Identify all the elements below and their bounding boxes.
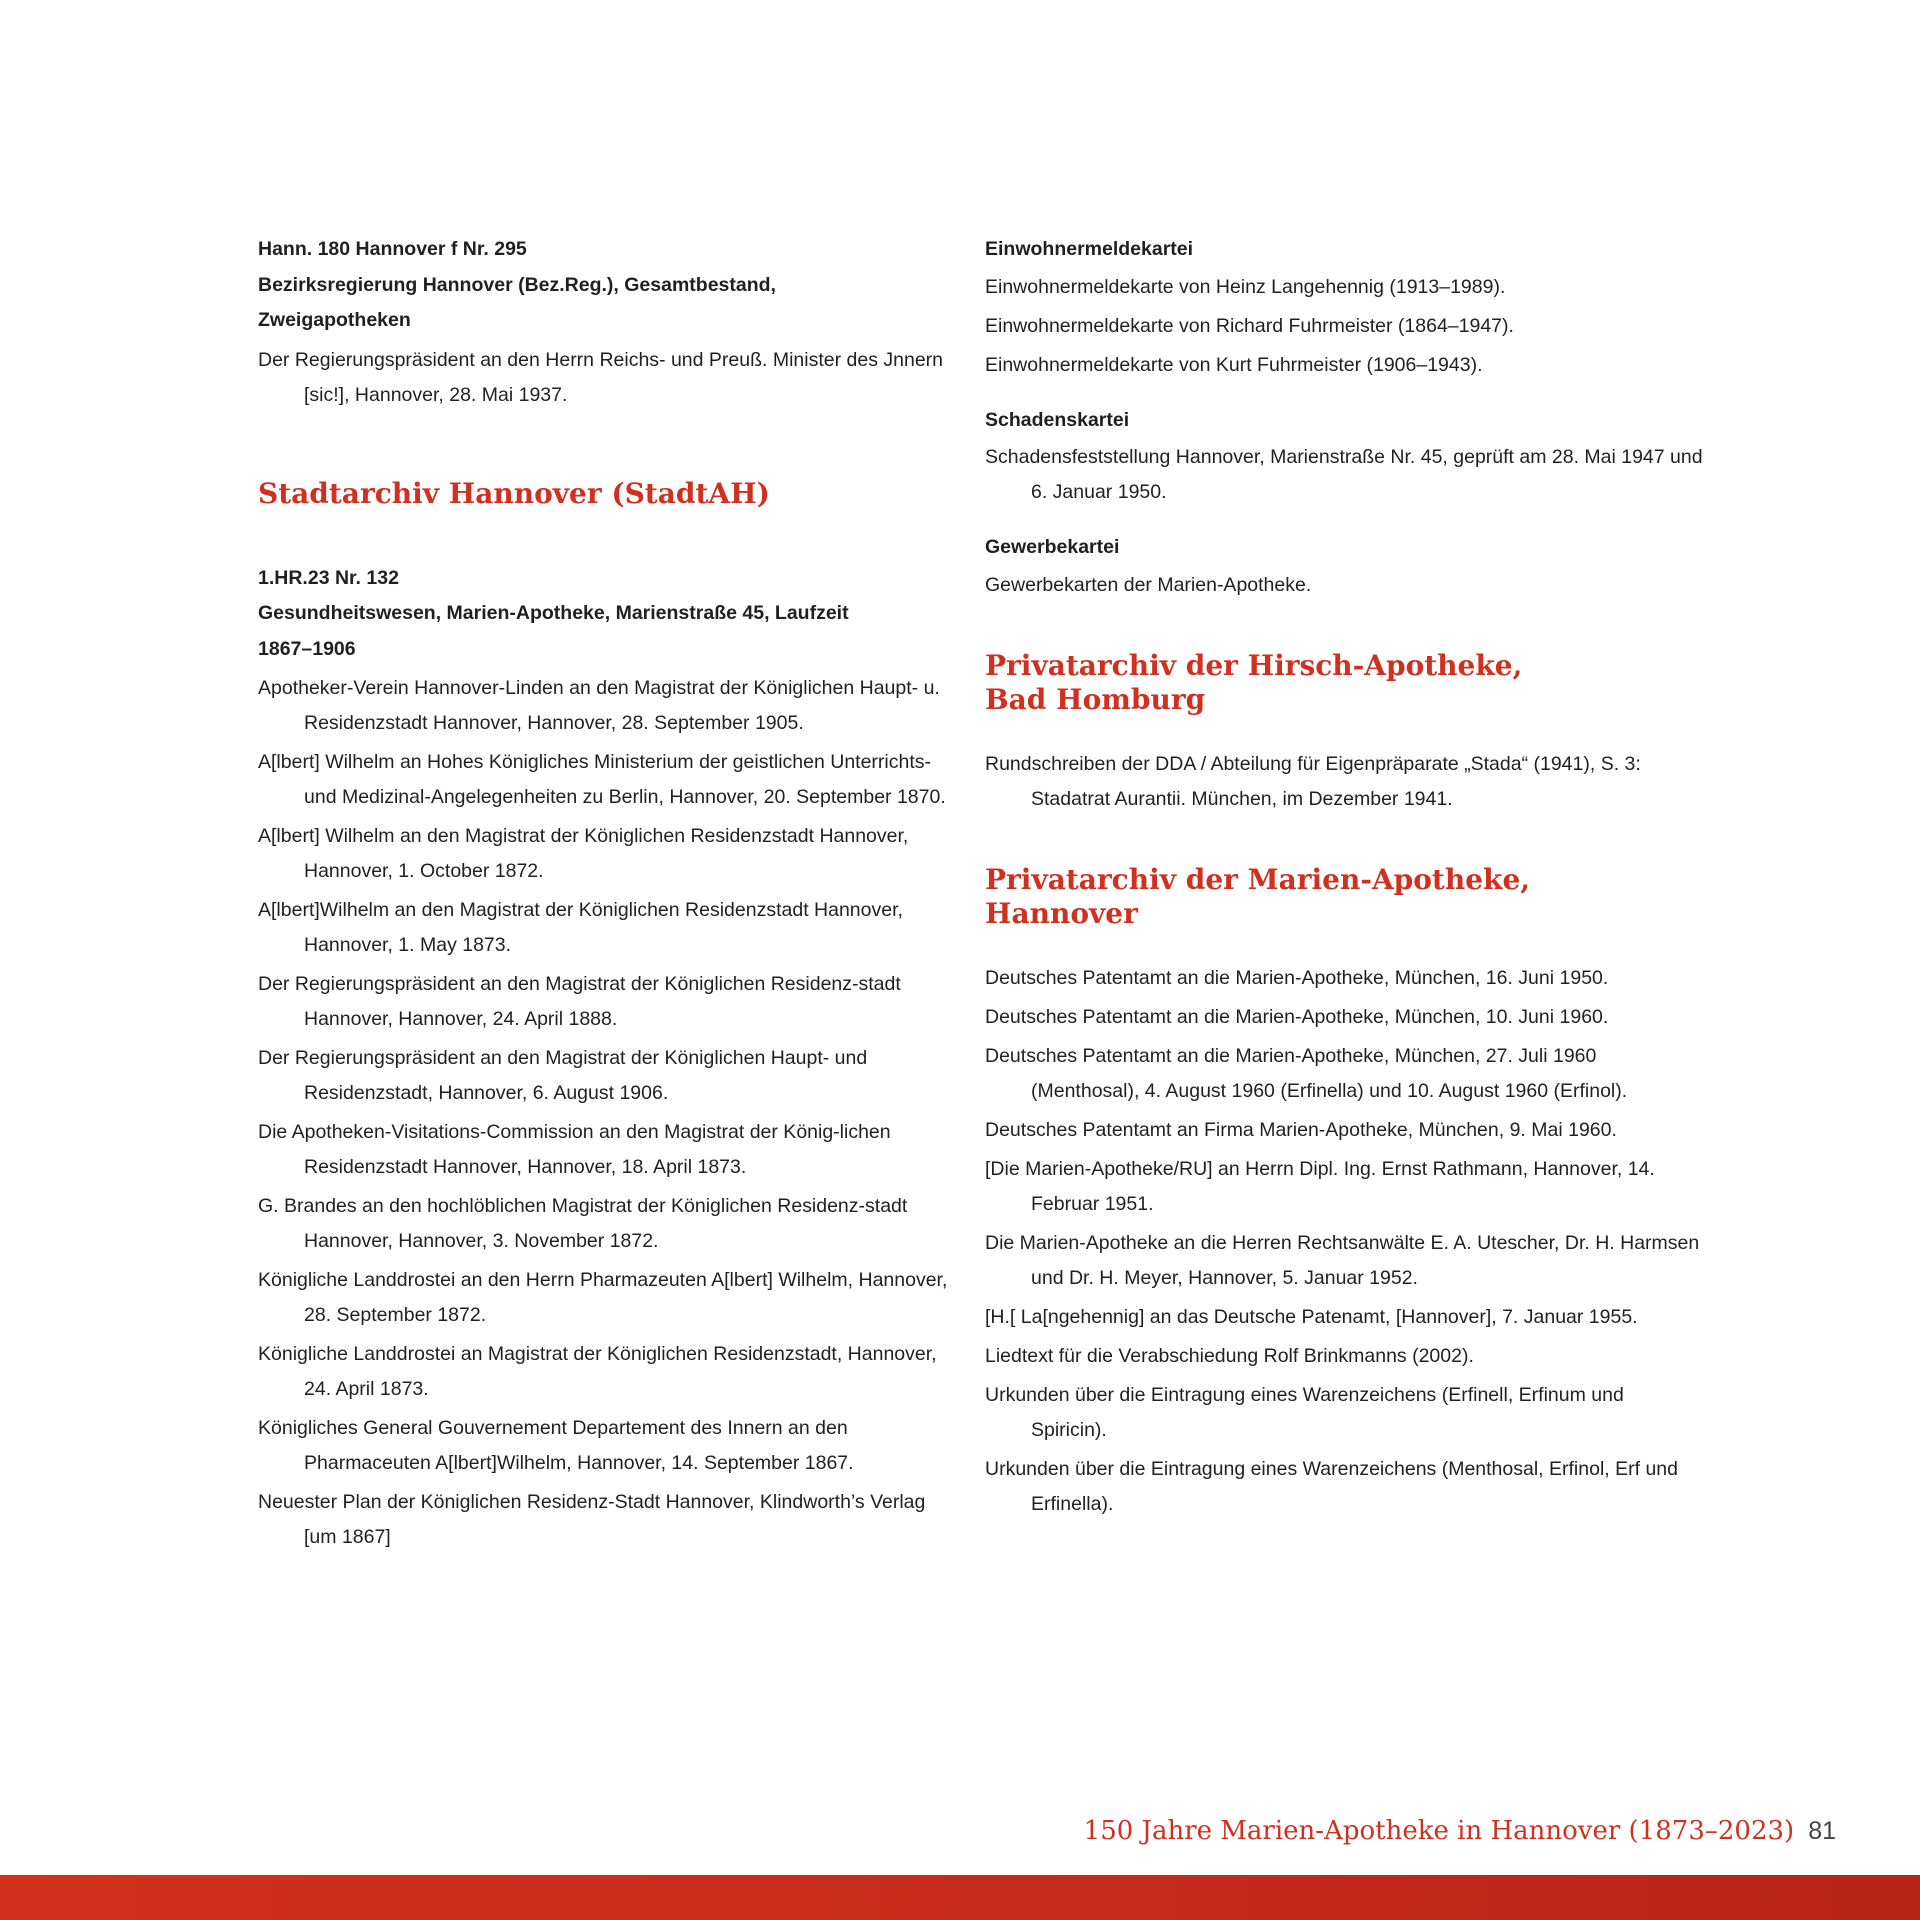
source-entry: Die Marien-Apotheke an die Herren Rechtsanwälte E. A. Utescher, Dr. H. Harmsen und Dr. H. Meyer, Hannover, 5. Januar 1952. [985, 1231, 1700, 1289]
section-title-hirsch-line: Privatarchiv der Hirsch-Apotheke, [985, 648, 1523, 682]
block-heading: Einwohnermeldekartei [985, 238, 1194, 260]
archive-block-hann180 [258, 232, 958, 413]
source-entry: Deutsches Patentamt an die Marien-Apotheke, München, 10. Juni 1960. [985, 1005, 1609, 1028]
archive-block-1hr23 [258, 561, 958, 1556]
footer-color-bar [0, 1875, 1920, 1920]
source-entry: [H.[ La[ngehennig] an das Deutsche Patenamt, [Hannover], 7. Januar 1955. [985, 1305, 1638, 1328]
source-entry: Der Regierungspräsident an den Magistrat der Königlichen Residenz-stadt Hannover, Hannover, 24. April 1888. [258, 973, 901, 1030]
block-heading-line: Bezirksregierung Hannover (Bez.Reg.), Gesamtbestand, [258, 273, 776, 296]
block-heading: Gewerbekartei [985, 536, 1120, 558]
source-entry: G. Brandes an den hochlöblichen Magistrat der Königlichen Residenz-stadt Hannover, Hannover, 3. November 1872. [258, 1195, 908, 1252]
source-entry: Einwohnermeldekarte von Kurt Fuhrmeister (1906–1943). [985, 353, 1483, 376]
source-entry: Urkunden über die Eintragung eines Warenzeichens (Menthosal, Erfinol, Erf und Erfinella). [985, 1457, 1678, 1515]
source-entry: Königliche Landdrostei an den Herrn Pharmazeuten A[lbert] Wilhelm, Hannover, 28. September 1872. [258, 1269, 948, 1326]
block-heading-line: Hann. 180 Hannover f Nr. 295 [258, 238, 527, 260]
block-heading-line: 1.HR.23 Nr. 132 [258, 566, 399, 589]
source-entry: Schadensfeststellung Hannover, Marienstraße Nr. 45, geprüft am 28. Mai 1947 und 6. Januar 1950. [985, 446, 1703, 503]
left-column [258, 232, 958, 1559]
archive-block-schaden [985, 403, 1705, 511]
section-title-stadtarchiv: Stadtarchiv Hannover (StadtAH) [258, 476, 770, 510]
source-entry: Deutsches Patentamt an die Marien-Apotheke, München, 27. Juli 1960 (Menthosal), 4. August 1960 (Erfinella) und 10. August 1960 (Erfinol). [985, 1044, 1628, 1102]
block-heading-line: Zweigapotheken [258, 309, 411, 331]
archive-block-gewerbe [985, 530, 1705, 603]
source-entry: Einwohnermeldekarte von Heinz Langehennig (1913–1989). [985, 275, 1506, 298]
source-entry: Die Apotheken-Visitations-Commission an den Magistrat der König-lichen Residenzstadt Hannover, Hannover, 18. April 1873. [258, 1121, 891, 1178]
source-entry: Deutsches Patentamt an Firma Marien-Apotheke, München, 9. Mai 1960. [985, 1118, 1617, 1141]
page-number: 81 [1808, 1817, 1836, 1845]
source-entry: A[lbert]Wilhelm an den Magistrat der Königlichen Residenzstadt Hannover, Hannover, 1. May 1873. [258, 899, 903, 956]
footer-title: 150 Jahre Marien-Apotheke in Hannover (1873–2023) [1083, 1816, 1795, 1846]
source-entry: Deutsches Patentamt an die Marien-Apotheke, München, 16. Juni 1950. [985, 966, 1609, 989]
right-column [985, 232, 1705, 1526]
archive-block-marien [985, 863, 1705, 1522]
source-entry: Der Regierungspräsident an den Magistrat der Königlichen Haupt- und Residenzstadt, Hannover, 6. August 1906. [258, 1047, 868, 1104]
source-entry: Königliches General Gouvernement Departement des Innern an den Pharmaceuten A[lbert]Wilhelm, Hannover, 14. September 1867. [258, 1417, 854, 1474]
source-entry: [Die Marien-Apotheke/RU] an Herrn Dipl. Ing. Ernst Rathmann, Hannover, 14. Februar 1951. [985, 1157, 1655, 1215]
source-entry: A[lbert] Wilhelm an Hohes Königliches Ministerium der geistlichen Unterrichts- und Medizinal-Angelegenheiten zu Berlin, Hannover, 20. September 1870. [258, 751, 946, 808]
source-entry: Apotheker-Verein Hannover-Linden an den Magistrat der Königlichen Haupt- u. Residenzstadt Hannover, Hannover, 28. September 1905. [258, 677, 940, 734]
section-title-hirsch-line: Bad Homburg [985, 682, 1206, 716]
source-entry: Der Regierungspräsident an den Herrn Reichs- und Preuß. Minister des Jnnern [sic!], Hannover, 28. Mai 1937. [258, 348, 944, 406]
section-title-marien-line: Privatarchiv der Marien-Apotheke, [985, 862, 1531, 896]
block-heading-line: Gesundheitswesen, Marien-Apotheke, Marienstraße 45, Laufzeit [258, 602, 849, 624]
source-entry: Liedtext für die Verabschiedung Rolf Brinkmanns (2002). [985, 1344, 1474, 1367]
source-entry: Rundschreiben der DDA / Abteilung für Eigenpräparate „Stada“ (1941), S. 3: Stadatrat Aurantii. München, im Dezember 1941. [985, 752, 1641, 810]
block-heading-line: 1867–1906 [258, 637, 356, 660]
archive-block-hirsch [985, 649, 1705, 817]
running-footer [1084, 1814, 1836, 1848]
archive-block-einwohner [985, 232, 1705, 383]
block-heading: Schadenskartei [985, 408, 1130, 431]
source-entry: A[lbert] Wilhelm an den Magistrat der Königlichen Residenzstadt Hannover, Hannover, 1. October 1872. [258, 825, 909, 882]
source-entry: Urkunden über die Eintragung eines Warenzeichens (Erfinell, Erfinum und Spiricin). [985, 1383, 1624, 1441]
source-entry: Gewerbekarten der Marien-Apotheke. [985, 573, 1312, 596]
source-entry: Königliche Landdrostei an Magistrat der Königlichen Residenzstadt, Hannover, 24. April 1873. [258, 1343, 937, 1400]
section-title-marien-line: Hannover [985, 896, 1138, 930]
source-entry: Einwohnermeldekarte von Richard Fuhrmeister (1864–1947). [985, 314, 1514, 337]
source-entry: Neuester Plan der Königlichen Residenz-Stadt Hannover, Klindworth’s Verlag [um 1867] [258, 1491, 926, 1548]
